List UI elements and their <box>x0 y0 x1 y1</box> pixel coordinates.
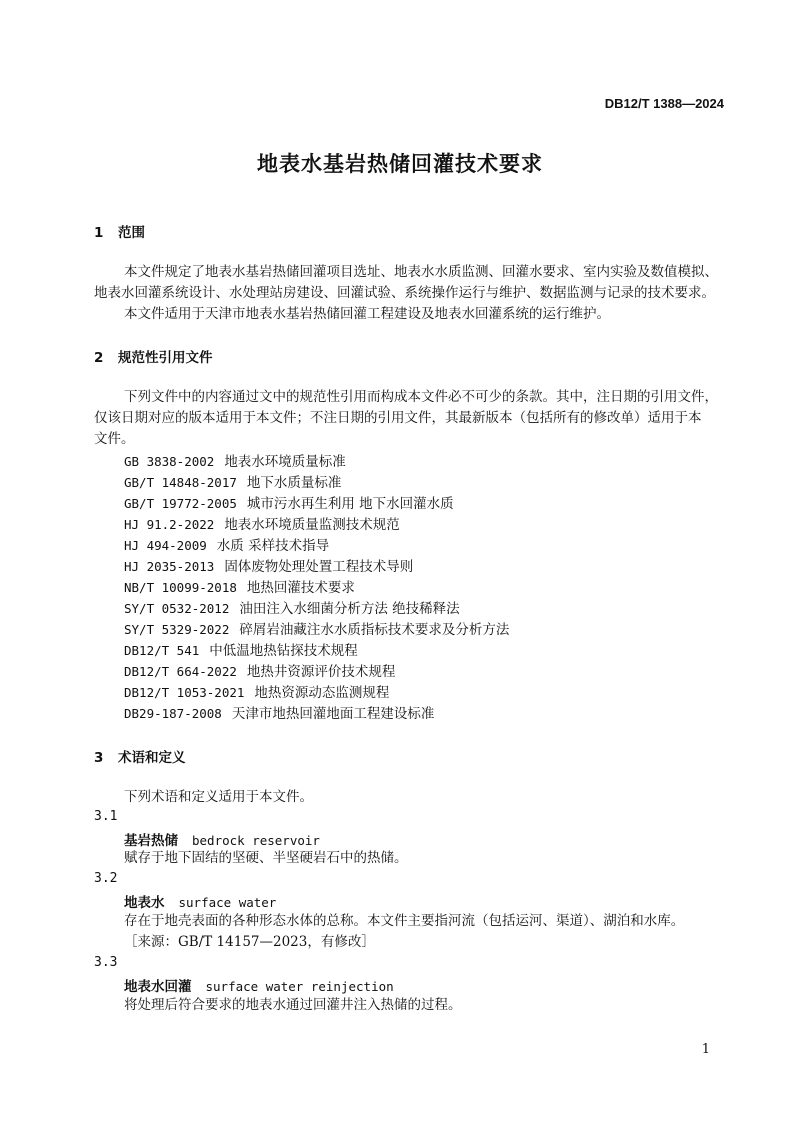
term-chinese: 基岩热储 <box>124 833 178 849</box>
reference-item <box>124 450 346 470</box>
term-english: bedrock reservoir <box>192 833 320 848</box>
section-number: 1 <box>94 225 104 241</box>
page-number: 1 <box>701 1042 710 1057</box>
standard-number: DB12/T 1388—2024 <box>604 96 724 111</box>
reference-title: 油田注入水细菌分析方法 绝技稀释法 <box>239 601 460 617</box>
reference-item <box>124 618 509 638</box>
term-heading <box>124 975 394 995</box>
reference-code: SY/T 0532-2012 <box>124 601 230 616</box>
term-english: surface water <box>178 895 277 910</box>
reference-title: 地热井资源评价技术规程 <box>246 664 396 680</box>
term-number: 3.1 <box>94 809 118 824</box>
reference-code: GB/T 19772-2005 <box>124 496 237 511</box>
section-title: 术语和定义 <box>118 750 186 766</box>
reference-code: DB12/T 1053-2021 <box>124 685 245 700</box>
reference-title: 地表水环境质量监测技术规范 <box>224 517 400 533</box>
reference-title: 地表水环境质量标准 <box>224 454 346 470</box>
reference-item <box>124 597 460 617</box>
reference-title: 固体废物处理处置工程技术导则 <box>224 559 414 575</box>
reference-item <box>124 576 355 596</box>
reference-item <box>124 660 395 680</box>
reference-code: DB29-187-2008 <box>124 706 222 721</box>
reference-item <box>124 513 400 533</box>
reference-item <box>124 534 329 554</box>
references-intro-line: 文件。 <box>94 431 135 447</box>
reference-title: 中低温地热钻探技术规程 <box>209 643 358 659</box>
section-3-heading <box>94 746 186 766</box>
section-number: 2 <box>94 350 104 366</box>
reference-title: 地热回灌技术要求 <box>246 580 355 596</box>
reference-code: GB/T 14848-2017 <box>124 475 237 490</box>
scope-applicability-paragraph: 本文件适用于天津市地表水基岩热储回灌工程建设及地表水回灌系统的运行维护。 <box>124 306 610 322</box>
reference-item <box>124 555 413 575</box>
reference-code: HJ 91.2-2022 <box>124 517 215 532</box>
reference-code: HJ 2035-2013 <box>124 559 215 574</box>
reference-title: 地下水质量标准 <box>246 475 342 491</box>
scope-paragraph-line: 地表水回灌系统设计、水处理站房建设、回灌试验、系统操作运行与维护、数据监测与记录的技术要求。 <box>94 285 715 301</box>
term-number: 3.3 <box>94 955 118 970</box>
reference-title: 天津市地热回灌地面工程建设标准 <box>231 706 435 722</box>
terms-intro: 下列术语和定义适用于本文件。 <box>124 789 313 805</box>
term-source-note: ［来源：GB/T 14157—2023，有修改］ <box>124 934 375 950</box>
reference-code: SY/T 5329-2022 <box>124 622 230 637</box>
term-definition: 存在于地壳表面的各种形态水体的总称。本文件主要指河流（包括运河、渠道）、湖泊和水库。 <box>124 913 685 929</box>
section-title: 范围 <box>118 225 145 241</box>
reference-item <box>124 681 389 701</box>
term-heading <box>124 829 320 849</box>
reference-code: HJ 494-2009 <box>124 538 207 553</box>
reference-code: DB12/T 664-2022 <box>124 664 237 679</box>
section-2-heading <box>94 346 213 366</box>
section-title: 规范性引用文件 <box>118 350 213 366</box>
term-definition: 赋存于地下固结的坚硬、半坚硬岩石中的热储。 <box>124 850 408 866</box>
reference-item <box>124 471 341 491</box>
term-number: 3.2 <box>94 871 118 886</box>
reference-title: 城市污水再生利用 地下水回灌水质 <box>246 496 454 512</box>
reference-code: DB12/T 541 <box>124 643 200 658</box>
document-title: 地表水基岩热储回灌技术要求 <box>257 152 543 176</box>
term-definition: 将处理后符合要求的地表水通过回灌井注入热储的过程。 <box>124 997 462 1013</box>
reference-title: 地热资源动态监测规程 <box>254 685 390 701</box>
reference-title: 碎屑岩油藏注水水质指标技术要求及分析方法 <box>239 622 510 638</box>
term-chinese: 地表水 <box>124 895 165 911</box>
term-english: surface water reinjection <box>205 979 394 994</box>
reference-item <box>124 639 358 659</box>
term-chinese: 地表水回灌 <box>124 979 192 995</box>
term-heading <box>124 891 276 911</box>
section-1-heading <box>94 221 145 241</box>
reference-title: 水质 采样技术指导 <box>216 538 330 554</box>
reference-code: GB 3838-2002 <box>124 454 215 469</box>
section-number: 3 <box>94 750 104 766</box>
reference-item <box>124 702 434 722</box>
scope-paragraph-line: 本文件规定了地表水基岩热储回灌项目选址、地表水水质监测、回灌水要求、室内实验及数值模拟、 <box>124 264 718 280</box>
reference-item <box>124 492 454 512</box>
references-intro-line: 仅该日期对应的版本适用于本文件；不注日期的引用文件，其最新版本（包括所有的修改单）适用于本 <box>94 410 702 426</box>
references-intro-line: 下列文件中的内容通过文中的规范性引用而构成本文件必不可少的条款。其中，注日期的引用文件， <box>124 389 718 405</box>
reference-code: NB/T 10099-2018 <box>124 580 237 595</box>
